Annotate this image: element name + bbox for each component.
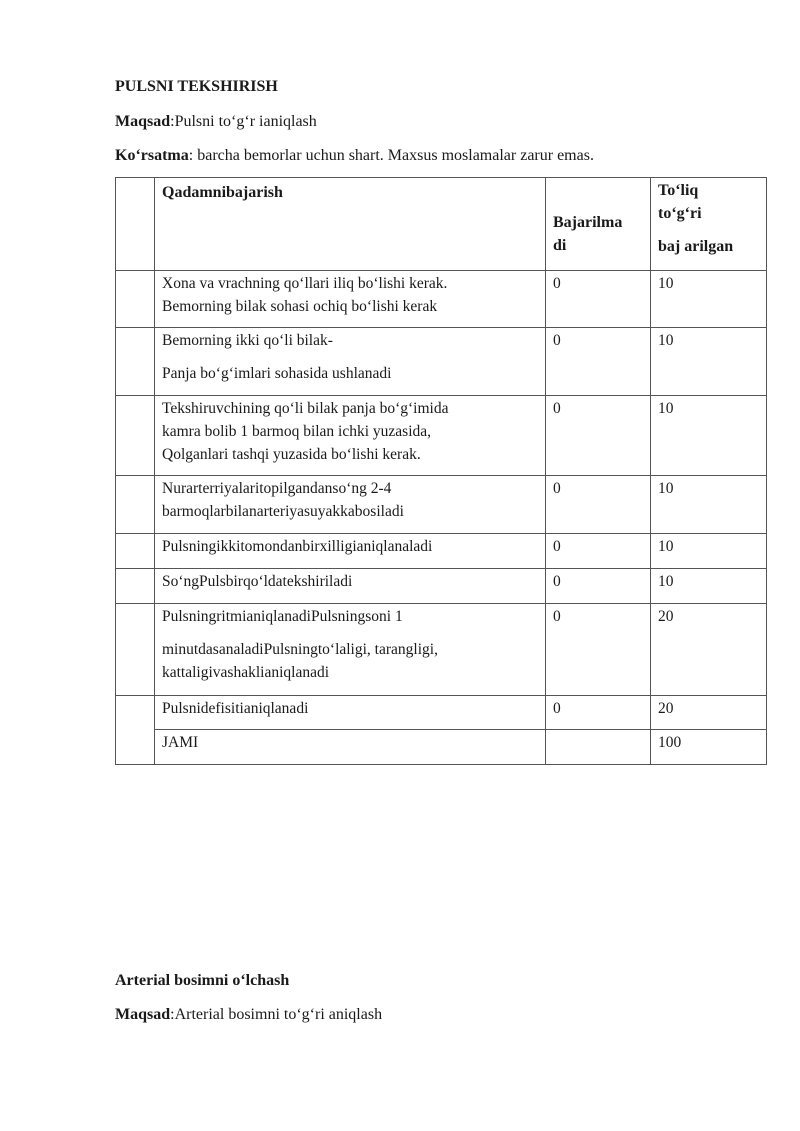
step-cell: Tekshiruvchining qo‘li bilak panja bo‘g‘imida kamra bolib 1 barmoq bilan ichki yuzasida, Qolganlari tashqi yuzasida bo‘lishi kerak. xyxy=(155,396,546,476)
goal-text: :Arterial bosimni to‘g‘ri aniqlash xyxy=(170,1006,383,1023)
step-cell: So‘ngPulsbirqo‘ldatekshiriladi xyxy=(155,569,546,604)
step-cell: Pulsnidefisitianiqlanadi xyxy=(155,696,546,730)
goal-label: Maqsad xyxy=(115,1006,171,1023)
instruction-text: : barcha bemorlar uchun shart. Maxsus moslamalar zarur emas. xyxy=(188,147,594,164)
not-done-score: 0 xyxy=(546,396,651,476)
table-header-row xyxy=(116,178,767,271)
not-done-score: 0 xyxy=(546,569,651,604)
table-row xyxy=(116,604,767,696)
index-cell xyxy=(116,476,155,534)
goal-text: :Pulsni to‘g‘r ianiqlash xyxy=(170,113,317,130)
full-score: 20 xyxy=(651,604,767,696)
goal-line xyxy=(115,113,317,131)
not-done-total xyxy=(546,730,651,765)
not-done-score: 0 xyxy=(546,328,651,396)
full-score: 10 xyxy=(651,396,767,476)
instruction-line xyxy=(115,147,594,165)
index-header-cell xyxy=(116,178,155,271)
checklist-table xyxy=(115,177,767,765)
index-cell xyxy=(116,328,155,396)
full-score: 10 xyxy=(651,328,767,396)
full-score: 10 xyxy=(651,569,767,604)
full-done-header: To‘liq to‘g‘ri baj arilgan xyxy=(651,178,767,271)
table-row xyxy=(116,328,767,396)
not-done-score: 0 xyxy=(546,534,651,569)
section2-title: Arterial bosimni o‘lchash xyxy=(115,972,290,989)
index-cell xyxy=(116,396,155,476)
total-label: JAMI xyxy=(155,730,546,765)
not-done-score: 0 xyxy=(546,476,651,534)
not-done-score: 0 xyxy=(546,271,651,328)
table-row xyxy=(116,476,767,534)
instruction-label: Ko‘rsatma xyxy=(115,147,189,164)
index-cell xyxy=(116,534,155,569)
full-score: 10 xyxy=(651,534,767,569)
table-row xyxy=(116,271,767,328)
table-row xyxy=(116,396,767,476)
full-score: 10 xyxy=(651,476,767,534)
section2-goal-line xyxy=(115,1006,382,1024)
not-done-header: Bajarilma di xyxy=(546,178,651,271)
table-row xyxy=(116,696,767,730)
not-done-score: 0 xyxy=(546,696,651,730)
not-done-score: 0 xyxy=(546,604,651,696)
full-score: 20 xyxy=(651,696,767,730)
index-cell xyxy=(116,696,155,765)
step-header: Qadamnibajarish xyxy=(155,178,546,271)
table-total-row xyxy=(116,730,767,765)
goal-label: Maqsad xyxy=(115,113,171,130)
table-row xyxy=(116,534,767,569)
table-row xyxy=(116,569,767,604)
step-cell: Pulsningikkitomondanbirxilligianiqlanaladi xyxy=(155,534,546,569)
step-cell: Xona va vrachning qo‘llari iliq bo‘lishi kerak. Bemorning bilak sohasi ochiq bo‘lishi kerak xyxy=(155,271,546,328)
step-cell: Nurarterriyalaritopilgandanso‘ng 2-4 barmoqlarbilanarteriyasuyakkabosiladi xyxy=(155,476,546,534)
index-cell xyxy=(116,271,155,328)
index-cell xyxy=(116,569,155,604)
step-cell: Bemorning ikki qo‘li bilak- Panja bo‘g‘imlari sohasida ushlanadi xyxy=(155,328,546,396)
index-cell xyxy=(116,604,155,696)
step-cell: PulsningritmianiqlanadiPulsningsoni 1 minutdasanaladiPulsningto‘laligi, tarangligi, kattaligivashaklianiqlanadi xyxy=(155,604,546,696)
section-title: PULSNI TEKSHIRISH xyxy=(115,78,278,95)
full-total: 100 xyxy=(651,730,767,765)
full-score: 10 xyxy=(651,271,767,328)
